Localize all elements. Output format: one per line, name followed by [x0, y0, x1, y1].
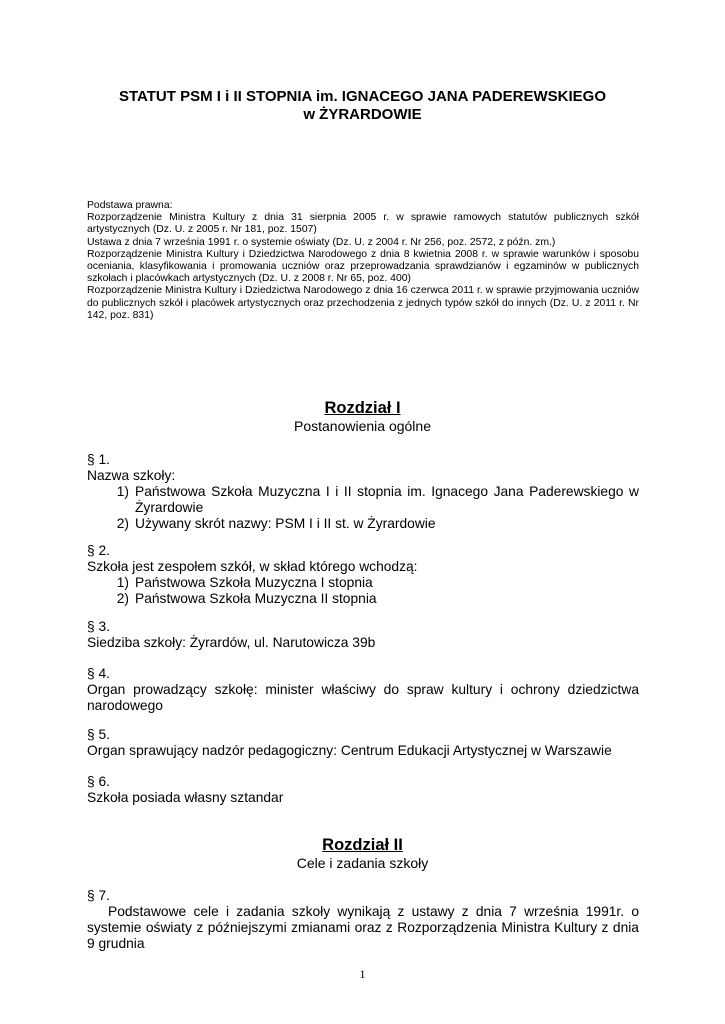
section-7 [87, 888, 639, 952]
section-6 [87, 774, 639, 806]
section-1 [87, 452, 639, 532]
section-text: Szkoła posiada własny sztandar [87, 790, 284, 806]
title-line-2: w ŻYRARDOWIE [303, 106, 422, 123]
list-text: Państwowa Szkoła Muzyczna I i II stopnia im. Ignacego Jana Paderewskiego w Żyrardowie [135, 484, 639, 516]
section-mark: § 1. [87, 452, 111, 467]
section-mark: § 4. [87, 666, 111, 681]
chapter-subtitle: Cele i zadania szkoły [296, 855, 429, 871]
section-mark: § 6. [87, 774, 111, 789]
list-item [87, 575, 639, 591]
legal-basis-item: Ustawa z dnia 7 września 1991 r. o systemie oświaty (Dz. U. z 2004 r. Nr 256, poz. 2572, z późn. zm.) [87, 236, 556, 248]
list-item [87, 591, 639, 607]
section-mark: § 2. [87, 543, 111, 558]
section-5 [87, 727, 639, 759]
list-number: 2) [116, 516, 129, 532]
section-mark: § 7. [87, 888, 111, 903]
section-heading: Szkoła jest zespołem szkół, w skład którego wchodzą: [87, 559, 418, 575]
section-2 [87, 543, 639, 607]
section-text: Podstawowe cele i zadania szkoły wynikają z ustawy z dnia 7 września 1991r. o systemie oświaty z późniejszymi zmianami oraz z Rozporządzenia Ministra Kultury z dnia 9 grudnia [87, 904, 639, 952]
section-heading: Nazwa szkoły: [87, 468, 176, 484]
section-mark: § 5. [87, 727, 111, 742]
chapter-2-heading [60, 835, 665, 872]
section-text: Organ prowadzący szkołę: minister właściwy do spraw kultury i ochrony dziedzictwa narodowego [87, 682, 639, 714]
page-number: 1 [359, 967, 366, 981]
legal-basis-item: Rozporządzenie Ministra Kultury z dnia 31 sierpnia 2005 r. w sprawie ramowych statutów publicznych szkół artystycznych (Dz. U. z 2005 r. Nr 181, poz. 1507) [87, 212, 639, 236]
list-number: 1) [116, 575, 129, 591]
list-item [87, 516, 639, 532]
list-text: Używany skrót nazwy: PSM I i II st. w Żyrardowie [135, 516, 436, 532]
legal-basis-heading: Podstawa prawna: [87, 200, 173, 211]
section-mark: § 3. [87, 619, 111, 634]
title-line-1: STATUT PSM I i II STOPNIA im. IGNACEGO JANA PADEREWSKIEGO [119, 88, 606, 105]
list-text: Państwowa Szkoła Muzyczna II stopnia [135, 591, 377, 607]
chapter-number: Rozdział II [322, 836, 403, 854]
chapter-subtitle: Postanowienia ogólne [294, 418, 431, 434]
section-4 [87, 666, 639, 714]
list-text: Państwowa Szkoła Muzyczna I stopnia [135, 575, 373, 591]
chapter-number: Rozdział I [324, 399, 401, 417]
document-title [60, 88, 665, 124]
list-number: 1) [116, 484, 129, 500]
section-text: Organ sprawujący nadzór pedagogiczny: Centrum Edukacji Artystycznej w Warszawie [87, 743, 612, 759]
section-3 [87, 619, 639, 651]
chapter-1-heading [60, 398, 665, 435]
list-number: 2) [116, 591, 129, 607]
legal-basis [87, 200, 639, 322]
section-text: Siedziba szkoły: Żyrardów, ul. Narutowicza 39b [87, 635, 376, 651]
list-item [87, 484, 639, 516]
legal-basis-item: Rozporządzenie Ministra Kultury i Dziedzictwa Narodowego z dnia 8 kwietnia 2008 r. w sprawie warunków i sposobu oceniania, klasyfikowania i promowania uczniów oraz przeprowadzania sprawdzianów i egzaminów w publicznych szkołach i placówkach artystycznych (Dz. U. z 2008 r. Nr 65, poz. 400) [87, 248, 639, 285]
legal-basis-item: Rozporządzenie Ministra Kultury i Dziedzictwa Narodowego z dnia 16 czerwca 2011 r. w sprawie przyjmowania uczniów do publicznych szkół i placówek artystycznych oraz przechodzenia z jednych typów szkół do innych (Dz. U. z 2011 r. Nr 142, poz. 831) [87, 285, 639, 321]
